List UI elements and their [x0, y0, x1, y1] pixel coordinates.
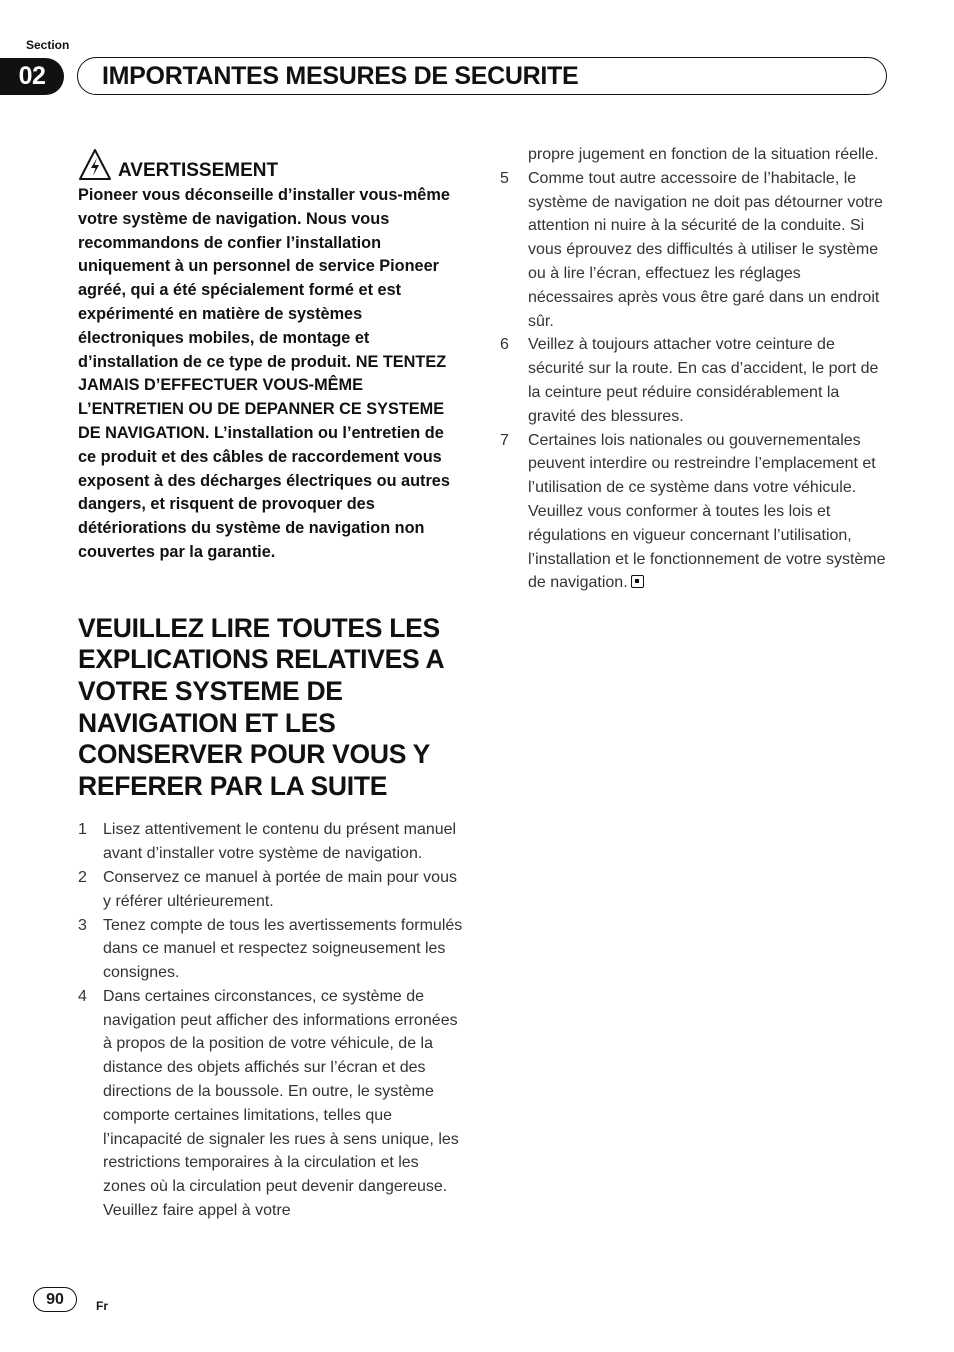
list-item-text: Veillez à toujours attacher votre ceinture de sécurité sur la route. En cas d’accident, le port de la ceinture peut réduire considérablement la gravité des blessures. — [528, 336, 879, 425]
list-item — [78, 866, 464, 914]
list-item-text-content: Certaines lois nationales ou gouvernementales peuvent interdire ou restreindre l’emplacement et l’utilisation de ce système dans votre véhicule. Veuillez vous conformer à toutes les lois et régulations en vigueur concernant l’utilisation, l’installation et le fonctionnement de votre système de navigation. — [528, 431, 886, 592]
list-item-number: 3 — [78, 916, 87, 934]
list-item-text: Conservez ce manuel à portée de main pour vous y référer ultérieurement. — [103, 868, 457, 910]
warning-title-row — [78, 146, 464, 182]
section-label: Section — [26, 38, 70, 52]
list-item-number: 1 — [78, 821, 87, 839]
section-number-badge: 02 — [0, 58, 64, 95]
warning-triangle-icon — [78, 148, 112, 182]
list-item-text: Comme tout autre accessoire de l’habitacle, le système de navigation ne doit pas détourner votre attention ni nuire à la sécurité de la conduite. Si vous éprouvez des difficultés à utiliser le système ou à lire l’écran, effectuez les réglages nécessaires après vous être garé dans un endroit sûr. — [528, 169, 883, 330]
list-item-text: Lisez attentivement le contenu du présent manuel avant d’installer votre système de navigation. — [103, 821, 457, 863]
right-column — [500, 143, 888, 595]
list-item-continuation: propre jugement en fonction de la situation réelle. — [528, 146, 879, 163]
list-item — [500, 167, 888, 334]
list-item-text — [528, 429, 888, 596]
list-item-number: 7 — [500, 431, 509, 449]
list-item — [78, 985, 464, 1223]
page-number: 90 — [33, 1287, 77, 1312]
list-item-number: 6 — [500, 336, 509, 354]
list-item — [78, 818, 464, 866]
instruction-list — [78, 818, 464, 1223]
list-item-text: Tenez compte de tous les avertissements formulés dans ce manuel et respectez soigneusement les consignes. — [103, 916, 463, 982]
section-heading: VEUILLEZ LIRE TOUTES LES EXPLICATIONS RELATIVES A VOTRE SYSTEME DE NAVIGATION ET LES CONSERVER POUR VOUS Y REFERER PAR LA SUITE — [78, 612, 444, 801]
list-item-number: 2 — [78, 868, 87, 886]
instruction-list-continued — [500, 167, 888, 595]
warning-title: AVERTISSEMENT — [118, 160, 279, 181]
list-item — [78, 914, 464, 985]
language-code: Fr — [96, 1299, 108, 1313]
warning-body: Pioneer vous déconseille d’installer vous-même votre système de navigation. Nous vous recommandons de confier l’installation uniquement à un personnel de service Pioneer agréé, qui a été spécialement formé et est expérimenté en matière de systèmes électroniques mobiles, de montage et d’installation de ce type de produit. NE TENTEZ JAMAIS D’EFFECTUER VOUS-MÊME L’ENTRETIEN OU DE DEPANNER CE SYSTEME DE NAVIGATION. L’installation ou l’entretien de ce produit et des câbles de raccordement vous exposent à des décharges électriques ou autres dangers, et risquent de provoquer des détériorations du système de navigation non couvertes par la garantie. — [78, 186, 450, 561]
end-of-section-icon — [631, 575, 644, 588]
left-column — [78, 146, 464, 1223]
list-item-number: 5 — [500, 169, 509, 187]
list-item-text: Dans certaines circonstances, ce système de navigation peut afficher des informations erronées à propos de la position de votre véhicule, de la distance des objets affichés sur l’écran et des directions de la boussole. En outre, le système comporte certaines limitations, telles que l’incapacité de signaler les rues à sens unique, les restrictions temporaires à la circulation et les zones où la circulation peut devenir dangereuse. Veuillez faire appel à votre — [103, 987, 459, 1220]
list-item — [500, 333, 888, 428]
list-item — [500, 429, 888, 596]
section-title: IMPORTANTES MESURES DE SECURITE — [102, 61, 579, 90]
list-item-number: 4 — [78, 987, 87, 1005]
section-title-box — [77, 57, 887, 95]
